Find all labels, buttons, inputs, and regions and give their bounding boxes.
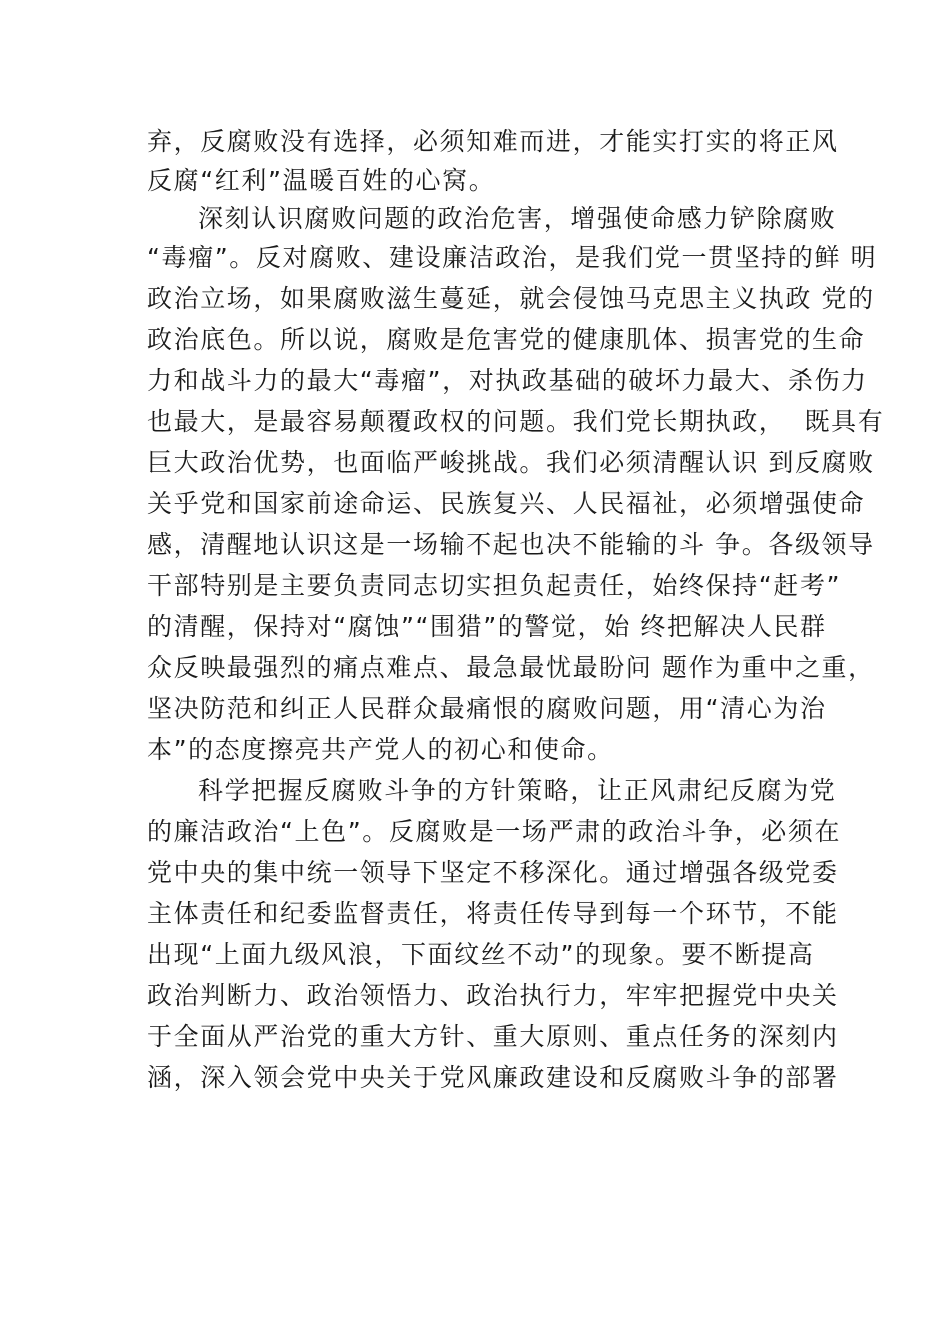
text-line: 反腐“红利”温暖百姓的心窝。 — [147, 166, 496, 195]
text-line: 出现“上面九级风浪，下面纹丝不动”的现象。要不断提高 — [147, 940, 815, 969]
text-line: 关乎党和国家前途命运、民族复兴、人民福祉，必须增强使命 — [147, 489, 866, 518]
paragraph-start-line: 科学把握反腐败斗争的方针策略，让正风肃纪反腐为党 — [198, 776, 837, 805]
text-line: 感，清醒地认识这是一场输不起也决不能输的斗 争。各级领导 — [147, 530, 875, 559]
text-line: 政治判断力、政治领悟力、政治执行力，牢牢把握党中央关 — [147, 981, 839, 1010]
text-line: 本”的态度擦亮共产党人的初心和使命。 — [147, 735, 614, 764]
text-line: 坚决防范和纠正人民群众最痛恨的腐败问题，用“清心为治 — [147, 694, 827, 723]
text-line: 干部特别是主要负责同志切实担负起责任，始终保持“赶考” — [147, 571, 842, 600]
text-line: 也最大，是最容易颠覆政权的问题。我们党长期执政， 既具有 — [147, 407, 885, 436]
text-line: 众反映最强烈的痛点难点、最急最忧最盼问 题作为重中之重， — [147, 653, 875, 682]
text-line: 党中央的集中统一领导下坚定不移深化。通过增强各级党委 — [147, 858, 839, 887]
text-line: 的廉洁政治“上色”。反腐败是一场严肃的政治斗争，必须在 — [147, 817, 842, 846]
text-line: “毒瘤”。反对腐败、建设廉洁政治，是我们党一贯坚持的鲜 明 — [147, 243, 878, 272]
text-line: 的清醒，保持对“腐蚀”“围猎”的警觉，始 终把解决人民群 — [147, 612, 827, 641]
text-line: 主体责任和纪委监督责任，将责任传导到每一个环节，不能 — [147, 899, 839, 928]
text-line: 力和战斗力的最大“毒瘤”，对执政基础的破坏力最大、杀伤力 — [147, 366, 868, 395]
text-line: 政治底色。所以说，腐败是危害党的健康肌体、损害党的生命 — [147, 325, 866, 354]
paragraph-start-line: 深刻认识腐败问题的政治危害，增强使命感力铲除腐败 — [198, 204, 837, 233]
text-line: 巨大政治优势，也面临严峻挑战。我们必须清醒认识 到反腐败 — [147, 448, 875, 477]
text-line: 涵，深入领会党中央关于党风廉政建设和反腐败斗争的部署 — [147, 1063, 839, 1092]
text-line: 于全面从严治党的重大方针、重大原则、重点任务的深刻内 — [147, 1022, 839, 1051]
text-line: 弃，反腐败没有选择，必须知难而进，才能实打实的将正风 — [147, 127, 839, 156]
text-line: 政治立场，如果腐败滋生蔓延，就会侵蚀马克思主义执政 党的 — [147, 284, 875, 313]
